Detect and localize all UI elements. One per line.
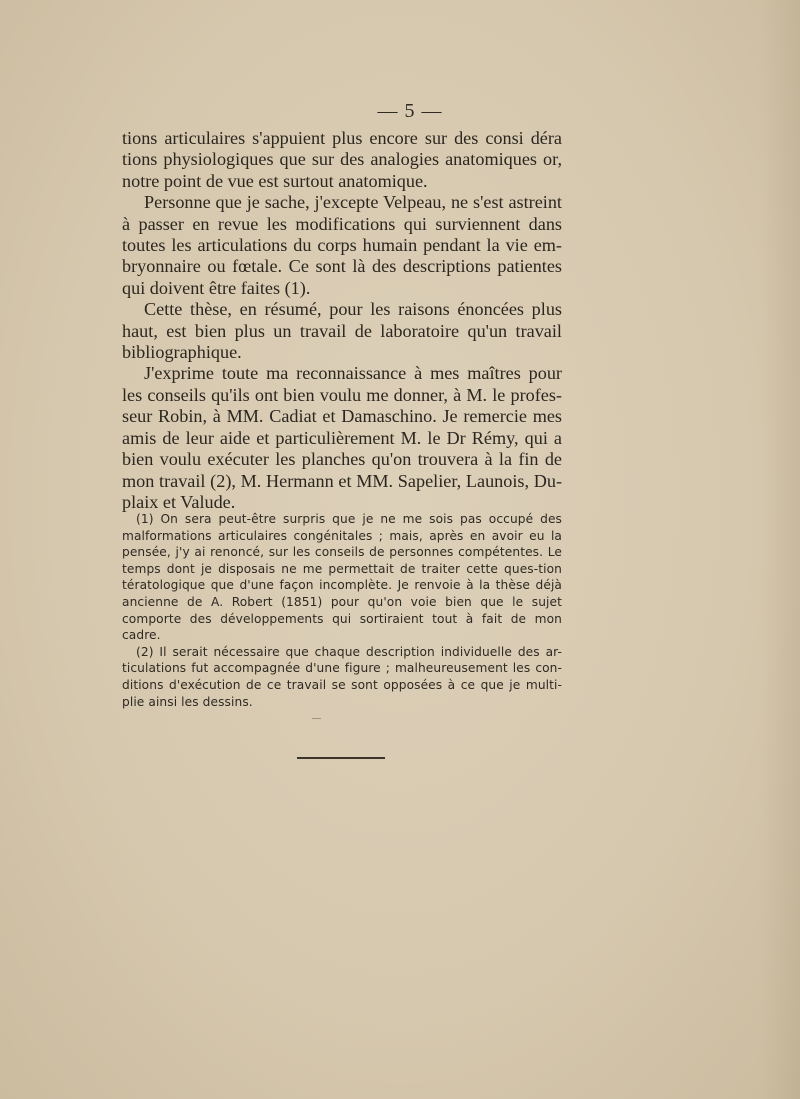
footnotes [122, 511, 562, 710]
paragraph-1: tions articulaires s'appuient plus encore sur des consi déra tions physiologiques que sur des analogies anatomiques or, notre point de vue est surtout anatomique. [122, 128, 562, 191]
end-rule [297, 757, 385, 759]
body-text [122, 128, 562, 513]
paragraph-3: Cette thèse, en résumé, pour les raisons énoncées plus haut, est bien plus un travail de laboratoire qu'un travail bibliographique. [122, 299, 562, 363]
paragraph-4: J'exprime toute ma reconnaissance à mes maîtres pour les conseils qu'ils ont bien voulu me donner, à M. le profes-seur Robin, à MM. Cadiat et Damaschino. Je remercie mes amis de leur aide et particulièrement M. le Dr Rémy, qui a bien voulu exécuter les planches qu'on trouvera à la fin de mon travail (2), M. Hermann et MM. Sapelier, Launois, Du-plaix et Valude. [122, 363, 562, 512]
footnote-2: (2) Il serait nécessaire que chaque description individuelle des ar-ticulations fut accompagnée d'une figure ; malheureusement les con-ditions d'exécution de ce travail se sont opposées à ce que je multi-plie ainsi les dessins. [122, 644, 562, 709]
paragraph-2: Personne que je sache, j'excepte Velpeau, ne s'est astreint à passer en revue les modifications qui surviennent dans toutes les articulations du corps humain pendant la vie em-bryonnaire ou fœtale. Ce sont là des descriptions patientes qui doivent être faites (1). [122, 192, 562, 298]
page-edge-shadow [760, 0, 800, 1099]
page-number: — 5 — [377, 100, 443, 122]
footnote-1: (1) On sera peut-être surpris que je ne me sois pas occupé des malformations articulaires congénitales ; mais, après en avoir eu la pensée, j'y ai renoncé, sur les conseils de personnes compétentes. Le temps dont je disposais ne me permettait de traiter cette ques-tion tératologique que d'une façon incomplète. Je renvoie à la thèse déjà ancienne de A. Robert (1851) pour qu'on voie bien que le sujet comporte des développements qui sortiraient tout à fait de mon cadre. [122, 512, 562, 643]
ink-speck [312, 718, 321, 719]
